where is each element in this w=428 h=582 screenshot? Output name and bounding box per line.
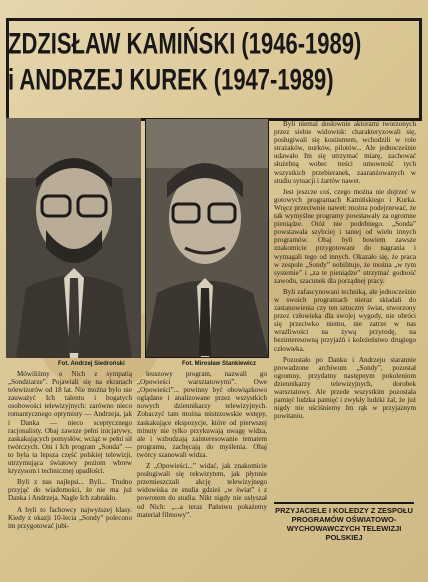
photo-zdzislaw-kaminski <box>6 118 141 358</box>
article-column-1 <box>8 370 132 576</box>
headline-line-2: i ANDRZEJ KUREK (1947-1989) <box>8 62 334 97</box>
signature-block: PRZYJACIELE I KOLEDZY Z ZESPOŁU PROGRAMÓW OŚWIATOWO-WYCHOWAWCZYCH TELEWIZJI POLSKIEJ <box>274 502 414 542</box>
article-column-2 <box>137 370 267 576</box>
paragraph: Byli zafascynowani techniką, ale jednocześnie w swoich programach nieraz składali do zastanowienia czy ten sztuczny świat, stworzony przez człowieka dla swojej wygody, nie obróci się przeciwko niemu, nie zatrze w nas wrażliwości na żywą przyrodę, na bezinteresowną przyjaźń i koleżeństwo drugiego człowieka. <box>274 287 416 353</box>
paragraph: Jest jeszcze coś, czego można nie dojrzeć w gotowych programach Kamińskiego i Kurka. Wręcz przeciwnie nawet: można podejrzewać, że tak wymyślne programy powstawały za ogromne pieniądze. Otóż nie podobnego. „Sonda” powstawała szybciej i taniej od wielu innych programów. Obaj byli bowiem zawsze znakomicie przygotowani do nagrania i wymagali tego od innych. Okazało się, że praca w zespole „Sondy” nobilituje, że można „w tym systemie” i „za te pieniądze” utrzymać godność zawodu, szacunek dla porządnej pracy. <box>274 187 416 285</box>
portrait-image <box>6 118 141 358</box>
portrait-image <box>145 118 269 358</box>
headline-line-1: ZDZISŁAW KAMIŃSKI (1946-1989) <box>8 26 362 61</box>
paragraph: leuszowy program, nazwali go „Opowieści warsztatowymi”. Owe „Opowieści”... powinny być obowiązkowo oglądane i analizowane przez wszystkich nowych dziennikarzy telewizyjnych. Zobaczyć tam można mistrzowskie wstępy, zaskakujące ekspozycje, które od pierwszej minuty nie tylko przykuwają uwagę widza, ale i wzbudzają zainteresowanie tematem programu, zachęcają do myślenia. Obaj twórcy szanowali widza. <box>137 370 267 459</box>
paragraph: Byli z nas najlepsi... Byli... Trudno przyjąć do wiadomości, że nie ma już Danka i Andrzeja. Nagle Ich zabrakło. <box>8 478 132 503</box>
photo-credit-left: Fot. Andrzej Siedroński <box>58 361 125 367</box>
paragraph: Pozostało po Danku i Andrzeju starannie prowadzone archiwum „Sondy”, pozostał ogromny, przydatny następnym pokoleniom dziennikarzy telewizyjnych, dorobek warsztatowy. Ale przede wszystkim pozostała pamięć ludzka pamięć i zwykły ludzki żal, że już nigdy nie uściśniemy Im rąk w przyjaznym powitaniu. <box>274 355 416 421</box>
photo-credit-right: Fot. Mirosław Stankiewicz <box>182 361 257 367</box>
paragraph: Z „Opowieści...” widać, jak znakomicie posługiwali się rekwizytem, jak płynnie przemieszczali akcję telewizyjnego widowiska ze studia gdzieś „w świat” i z powrotem do studia. Nikt nigdy nie usłyszał od Nich: „...a teraz Państwu pokażemy materiał filmowy”. <box>137 462 267 519</box>
paragraph: A byli to fachowcy najwyższej klasy. Kiedy z okazji 10-lecia „Sondy” polecono im przygotować jubi- <box>8 505 132 530</box>
photo-andrzej-kurek <box>145 118 269 358</box>
paragraph: Byli niemal dosłownie aktorami tworzonych przez siebie widowisk: charakteryzowali się, posługiwali się kostiumem, wchodzili w role strażaków, nurków, pilotów... Ale jednocześnie udawało Im się utrzymać miarę, zachować służebną wobec treści umowność tych wszystkich przebieranek, zaaranżowanych w studiu sytuacji i żartów nawet. <box>274 120 416 185</box>
paragraph: Mówiliśmy o Nich z sympatią „Sondziarze”. Pojawiali się na ekranach telewizorów od 18 lat. Nie można było nie zauważyć Ich talentu i bogatych osobowości telewizyjnych: zarówno nieco romantycznego optymisty — Andrzeja, jak i Danka — nieco sceptycznego racjonalisty. Obaj zawsze pełni inicjatywy, zaskakujących pomysłów, wciąż w pełni sił twórczych. Oni i Ich program „Sonda” — to była ta lepsza część polskiej telewizji, utrzymująca światowy poziom wbrew kryzysom i technicznej upadłości. <box>8 370 132 476</box>
article-column-3 <box>274 120 416 500</box>
